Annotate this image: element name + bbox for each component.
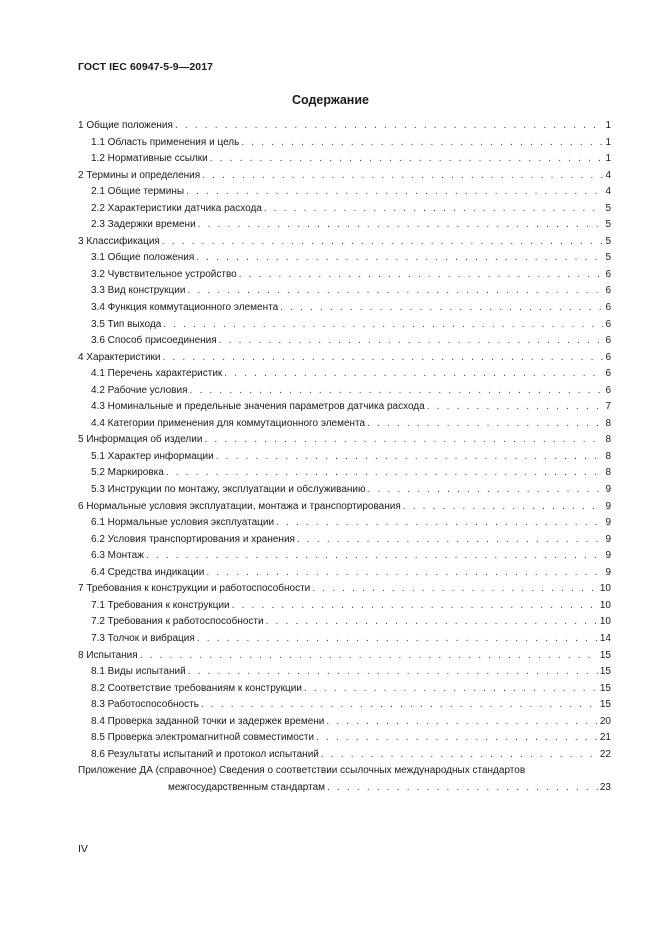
toc-entry-label: 4 Характеристики	[78, 351, 161, 363]
toc-leader-dots	[264, 201, 604, 218]
toc-entry[interactable]	[78, 366, 611, 383]
toc-entry[interactable]	[78, 168, 611, 185]
toc-leader-dots	[304, 681, 598, 698]
toc-entry-label: 7.2 Требования к работоспособности	[91, 616, 264, 628]
toc-entry[interactable]	[78, 217, 611, 234]
toc-entry-page: 6	[605, 335, 611, 347]
toc-entry-label: 1.1 Область применения и цель	[91, 136, 240, 148]
toc-leader-dots	[166, 465, 604, 482]
toc-entry-label: 3.3 Вид конструкции	[91, 285, 186, 297]
toc-entry-page: 6	[605, 368, 611, 380]
toc-entry-label: 3.6 Способ присоединения	[91, 335, 217, 347]
page-number: IV	[78, 843, 88, 855]
toc-entry-label: 4.3 Номинальные и предельные значения параметров датчика расхода	[91, 401, 425, 413]
toc-entry-page: 21	[599, 732, 611, 744]
toc-leader-dots	[187, 283, 603, 300]
toc-entry-page: 8	[605, 417, 611, 429]
toc-entry-label: 8.5 Проверка электромагнитной совместимости	[91, 732, 315, 744]
toc-entry-label: 2.2 Характеристики датчика расхода	[91, 202, 262, 214]
toc-leader-dots	[297, 532, 603, 549]
toc-leader-dots	[276, 515, 603, 532]
toc-leader-dots	[163, 317, 603, 334]
toc-entry-label: 6 Нормальные условия эксплуатации, монтажа и транспортирования	[78, 500, 401, 512]
toc-entry-label: 5.1 Характер информации	[91, 450, 214, 462]
toc-leader-dots	[403, 499, 604, 516]
toc-entry-page: 10	[599, 583, 611, 595]
toc-entry-page: 5	[605, 202, 611, 214]
toc-leader-dots	[186, 184, 603, 201]
toc-appendix-title[interactable]: Приложение ДА (справочное) Сведения о соответствии ссылочных международных стандартов	[78, 765, 526, 777]
toc-entry-label: 4.4 Категории применения для коммутационного элемента	[91, 417, 366, 429]
toc-appendix-page: 23	[599, 781, 611, 793]
toc-leader-dots	[175, 118, 604, 135]
toc-entry[interactable]	[78, 515, 611, 532]
toc-entry-page: 7	[605, 401, 611, 413]
toc-entry-label: 8.4 Проверка заданной точки и задержек времени	[91, 715, 325, 727]
toc-entry-page: 5	[605, 252, 611, 264]
toc-entry[interactable]	[78, 317, 611, 334]
toc-entry-label: 6.4 Средства индикации	[91, 566, 205, 578]
toc-entry[interactable]	[78, 714, 611, 731]
toc-entry-label: 8.3 Работоспособность	[91, 699, 199, 711]
toc-entry[interactable]	[78, 135, 611, 152]
toc-entry-page: 6	[605, 285, 611, 297]
toc-entry-label: 5 Информация об изделии	[78, 434, 203, 446]
toc-leader-dots	[210, 151, 604, 168]
toc-leader-dots	[206, 565, 603, 582]
toc-entry[interactable]	[78, 697, 611, 714]
toc-entry[interactable]	[78, 631, 611, 648]
toc-entry[interactable]	[78, 383, 611, 400]
toc-entry[interactable]	[78, 598, 611, 615]
toc-entry-label: 3.5 Тип выхода	[91, 318, 162, 330]
toc-entry[interactable]	[78, 300, 611, 317]
toc-entry[interactable]	[78, 681, 611, 698]
toc-leader-dots	[202, 168, 603, 185]
toc-entry-label: 2.1 Общие термины	[91, 186, 185, 198]
toc-leader-dots	[224, 366, 603, 383]
toc-entry-label: 5.3 Инструкции по монтажу, эксплуатации и обслуживанию	[91, 484, 366, 496]
toc-entry-label: 3.1 Общие положения	[91, 252, 195, 264]
toc-leader-dots	[198, 217, 604, 234]
toc-entry-page: 6	[605, 351, 611, 363]
toc-leader-dots	[201, 697, 598, 714]
toc-entry[interactable]	[78, 730, 611, 747]
toc-entry-page: 22	[599, 748, 611, 760]
toc-appendix-label: межгосударственным стандартам	[168, 781, 326, 793]
toc-appendix-entry[interactable]	[78, 780, 611, 797]
toc-leader-dots	[163, 350, 604, 367]
toc-entry-page: 9	[605, 566, 611, 578]
toc-entry[interactable]	[78, 482, 611, 499]
toc-entry-label: 8.2 Соответствие требованиям к конструкции	[91, 682, 302, 694]
document-header: ГОСТ IEC 60947-5-9—2017	[78, 61, 214, 73]
toc-leader-dots	[219, 333, 604, 350]
toc-entry[interactable]	[78, 664, 611, 681]
toc-entry-label: 8.1 Виды испытаний	[91, 666, 186, 678]
toc-entry-page: 4	[605, 186, 611, 198]
toc-entry[interactable]	[78, 465, 611, 482]
toc-entry-label: 8 Испытания	[78, 649, 138, 661]
toc-leader-dots	[321, 747, 598, 764]
toc-entry-page: 8	[605, 434, 611, 446]
toc-entry-page: 1	[605, 153, 611, 165]
toc-entry-label: 8.6 Результаты испытаний и протокол испытаний	[91, 748, 319, 760]
toc-entry[interactable]	[78, 234, 611, 251]
toc-entry[interactable]	[78, 432, 611, 449]
toc-entry-label: 6.1 Нормальные условия эксплуатации	[91, 517, 275, 529]
toc-entry-label: 1.2 Нормативные ссылки	[91, 153, 208, 165]
toc-entry[interactable]	[78, 267, 611, 284]
toc-entry[interactable]	[78, 416, 611, 433]
toc-leader-dots	[280, 300, 603, 317]
toc-leader-dots	[241, 135, 603, 152]
toc-entry-label: 2.3 Задержки времени	[91, 219, 196, 231]
toc-leader-dots	[204, 432, 603, 449]
toc-leader-dots	[327, 780, 598, 797]
toc-entry[interactable]	[78, 532, 611, 549]
toc-entry-label: 7 Требования к конструкции и работоспособности	[78, 583, 311, 595]
toc-entry-page: 8	[605, 450, 611, 462]
toc-leader-dots	[197, 631, 598, 648]
toc-entry-page: 1	[605, 136, 611, 148]
toc-entry[interactable]	[78, 648, 611, 665]
toc-entry-page: 6	[605, 268, 611, 280]
toc-leader-dots	[140, 648, 598, 665]
toc-leader-dots	[367, 416, 603, 433]
toc-entry-page: 6	[605, 302, 611, 314]
toc-entry-page: 20	[599, 715, 611, 727]
toc-entry[interactable]	[78, 747, 611, 764]
toc-entry-page: 15	[599, 699, 611, 711]
toc-entry-label: 6.3 Монтаж	[91, 550, 144, 562]
toc-entry-page: 10	[599, 599, 611, 611]
table-of-contents	[78, 118, 611, 796]
toc-entry-label: 5.2 Маркировка	[91, 467, 164, 479]
toc-entry-label: 2 Термины и определения	[78, 169, 201, 181]
toc-entry-page: 1	[605, 120, 611, 131]
toc-entry[interactable]	[78, 250, 611, 267]
toc-entry-label: 7.1 Требования к конструкции	[91, 599, 230, 611]
toc-leader-dots	[312, 581, 598, 598]
toc-entry[interactable]	[78, 333, 611, 350]
toc-entry-label: 6.2 Условия транспортирования и хранения	[91, 533, 295, 545]
toc-entry[interactable]	[78, 449, 611, 466]
toc-entry-page: 9	[605, 484, 611, 496]
toc-entry-label: 3 Классификация	[78, 235, 160, 247]
toc-entry-page: 15	[599, 682, 611, 694]
toc-entry-page: 15	[599, 666, 611, 678]
page-title: Содержание	[291, 93, 369, 107]
toc-entry[interactable]	[78, 581, 611, 598]
toc-leader-dots	[316, 730, 598, 747]
toc-entry[interactable]	[78, 184, 611, 201]
toc-entry[interactable]	[78, 283, 611, 300]
toc-entry-label: 3.4 Функция коммутационного элемента	[91, 302, 279, 314]
toc-leader-dots	[239, 267, 604, 284]
toc-entry-page: 5	[605, 219, 611, 231]
toc-entry[interactable]	[78, 201, 611, 218]
toc-leader-dots	[427, 399, 604, 416]
toc-leader-dots	[326, 714, 598, 731]
toc-entry-page: 9	[605, 500, 611, 512]
toc-entry[interactable]	[78, 614, 611, 631]
toc-entry[interactable]	[78, 350, 611, 367]
toc-entry-page: 9	[605, 517, 611, 529]
toc-leader-dots	[367, 482, 603, 499]
toc-leader-dots	[196, 250, 603, 267]
toc-entry[interactable]	[78, 118, 611, 135]
toc-entry[interactable]	[78, 548, 611, 565]
toc-entry-page: 9	[605, 533, 611, 545]
toc-entry[interactable]	[78, 565, 611, 582]
toc-entry-page: 14	[599, 632, 611, 644]
toc-entry-page: 15	[599, 649, 611, 661]
toc-leader-dots	[266, 614, 598, 631]
toc-entry-page: 10	[599, 616, 611, 628]
toc-leader-dots	[146, 548, 604, 565]
toc-entry-page: 6	[605, 384, 611, 396]
toc-entry-page: 5	[605, 235, 611, 247]
toc-entry-page: 6	[605, 318, 611, 330]
toc-entry-label: 7.3 Толчок и вибрация	[91, 632, 195, 644]
toc-entry-page: 9	[605, 550, 611, 562]
toc-leader-dots	[216, 449, 604, 466]
toc-entry[interactable]	[78, 499, 611, 516]
toc-leader-dots	[190, 383, 604, 400]
toc-entry[interactable]	[78, 151, 611, 168]
toc-entry-page: 8	[605, 467, 611, 479]
toc-leader-dots	[162, 234, 604, 251]
toc-entry-label: 4.2 Рабочие условия	[91, 384, 188, 396]
toc-entry-label: 4.1 Перечень характеристик	[91, 368, 223, 380]
toc-leader-dots	[188, 664, 598, 681]
toc-leader-dots	[232, 598, 598, 615]
toc-entry-label: 3.2 Чувствительное устройство	[91, 268, 237, 280]
toc-entry[interactable]	[78, 399, 611, 416]
toc-entry-label: 1 Общие положения	[78, 120, 173, 131]
toc-entry-page: 4	[605, 169, 611, 181]
